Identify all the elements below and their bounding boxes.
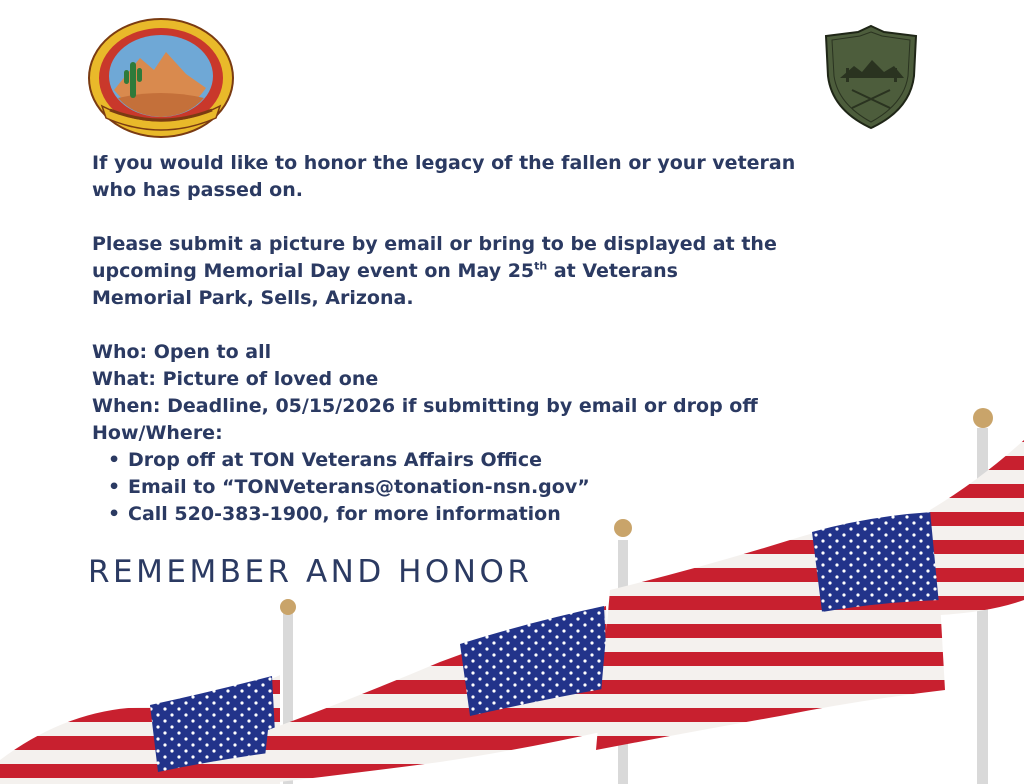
who-line: Who: Open to all xyxy=(92,341,272,363)
spacer xyxy=(92,204,892,231)
american-flags-image xyxy=(0,400,1024,784)
date-ordinal-suffix: th xyxy=(534,259,548,273)
bullet-icon: • xyxy=(108,449,121,471)
how-where-line: How/Where: xyxy=(92,422,223,444)
dropoff-item: Drop off at TON Veterans Affairs Office xyxy=(128,449,542,471)
email-item: Email to “TONVeterans@tonation-nsn.gov” xyxy=(128,476,590,498)
intro-line-1: If you would like to honor the legacy of the fallen or your veteran xyxy=(92,152,796,174)
phone-item: Call 520-383-1900, for more information xyxy=(128,503,561,525)
request-line-2-start: upcoming Memorial Day event on May 25 xyxy=(92,260,535,282)
spacer xyxy=(92,312,892,339)
intro-line-2: who has passed on. xyxy=(92,179,303,201)
bullet-icon: • xyxy=(108,476,121,498)
headline: REMEMBER AND HONOR xyxy=(88,554,533,590)
request-line-2 xyxy=(92,258,892,285)
request-line-2-end: at Veterans xyxy=(547,260,678,282)
veterans-affairs-emblem xyxy=(822,24,920,130)
when-line: When: Deadline, 05/15/2026 if submitting by email or drop off xyxy=(92,395,758,417)
what-line: What: Picture of loved one xyxy=(92,368,379,390)
request-line-3: Memorial Park, Sells, Arizona. xyxy=(92,287,414,309)
request-line-1: Please submit a picture by email or bring to be displayed at the xyxy=(92,233,777,255)
bullet-icon: • xyxy=(108,503,121,525)
nation-seal-logo xyxy=(88,18,234,138)
